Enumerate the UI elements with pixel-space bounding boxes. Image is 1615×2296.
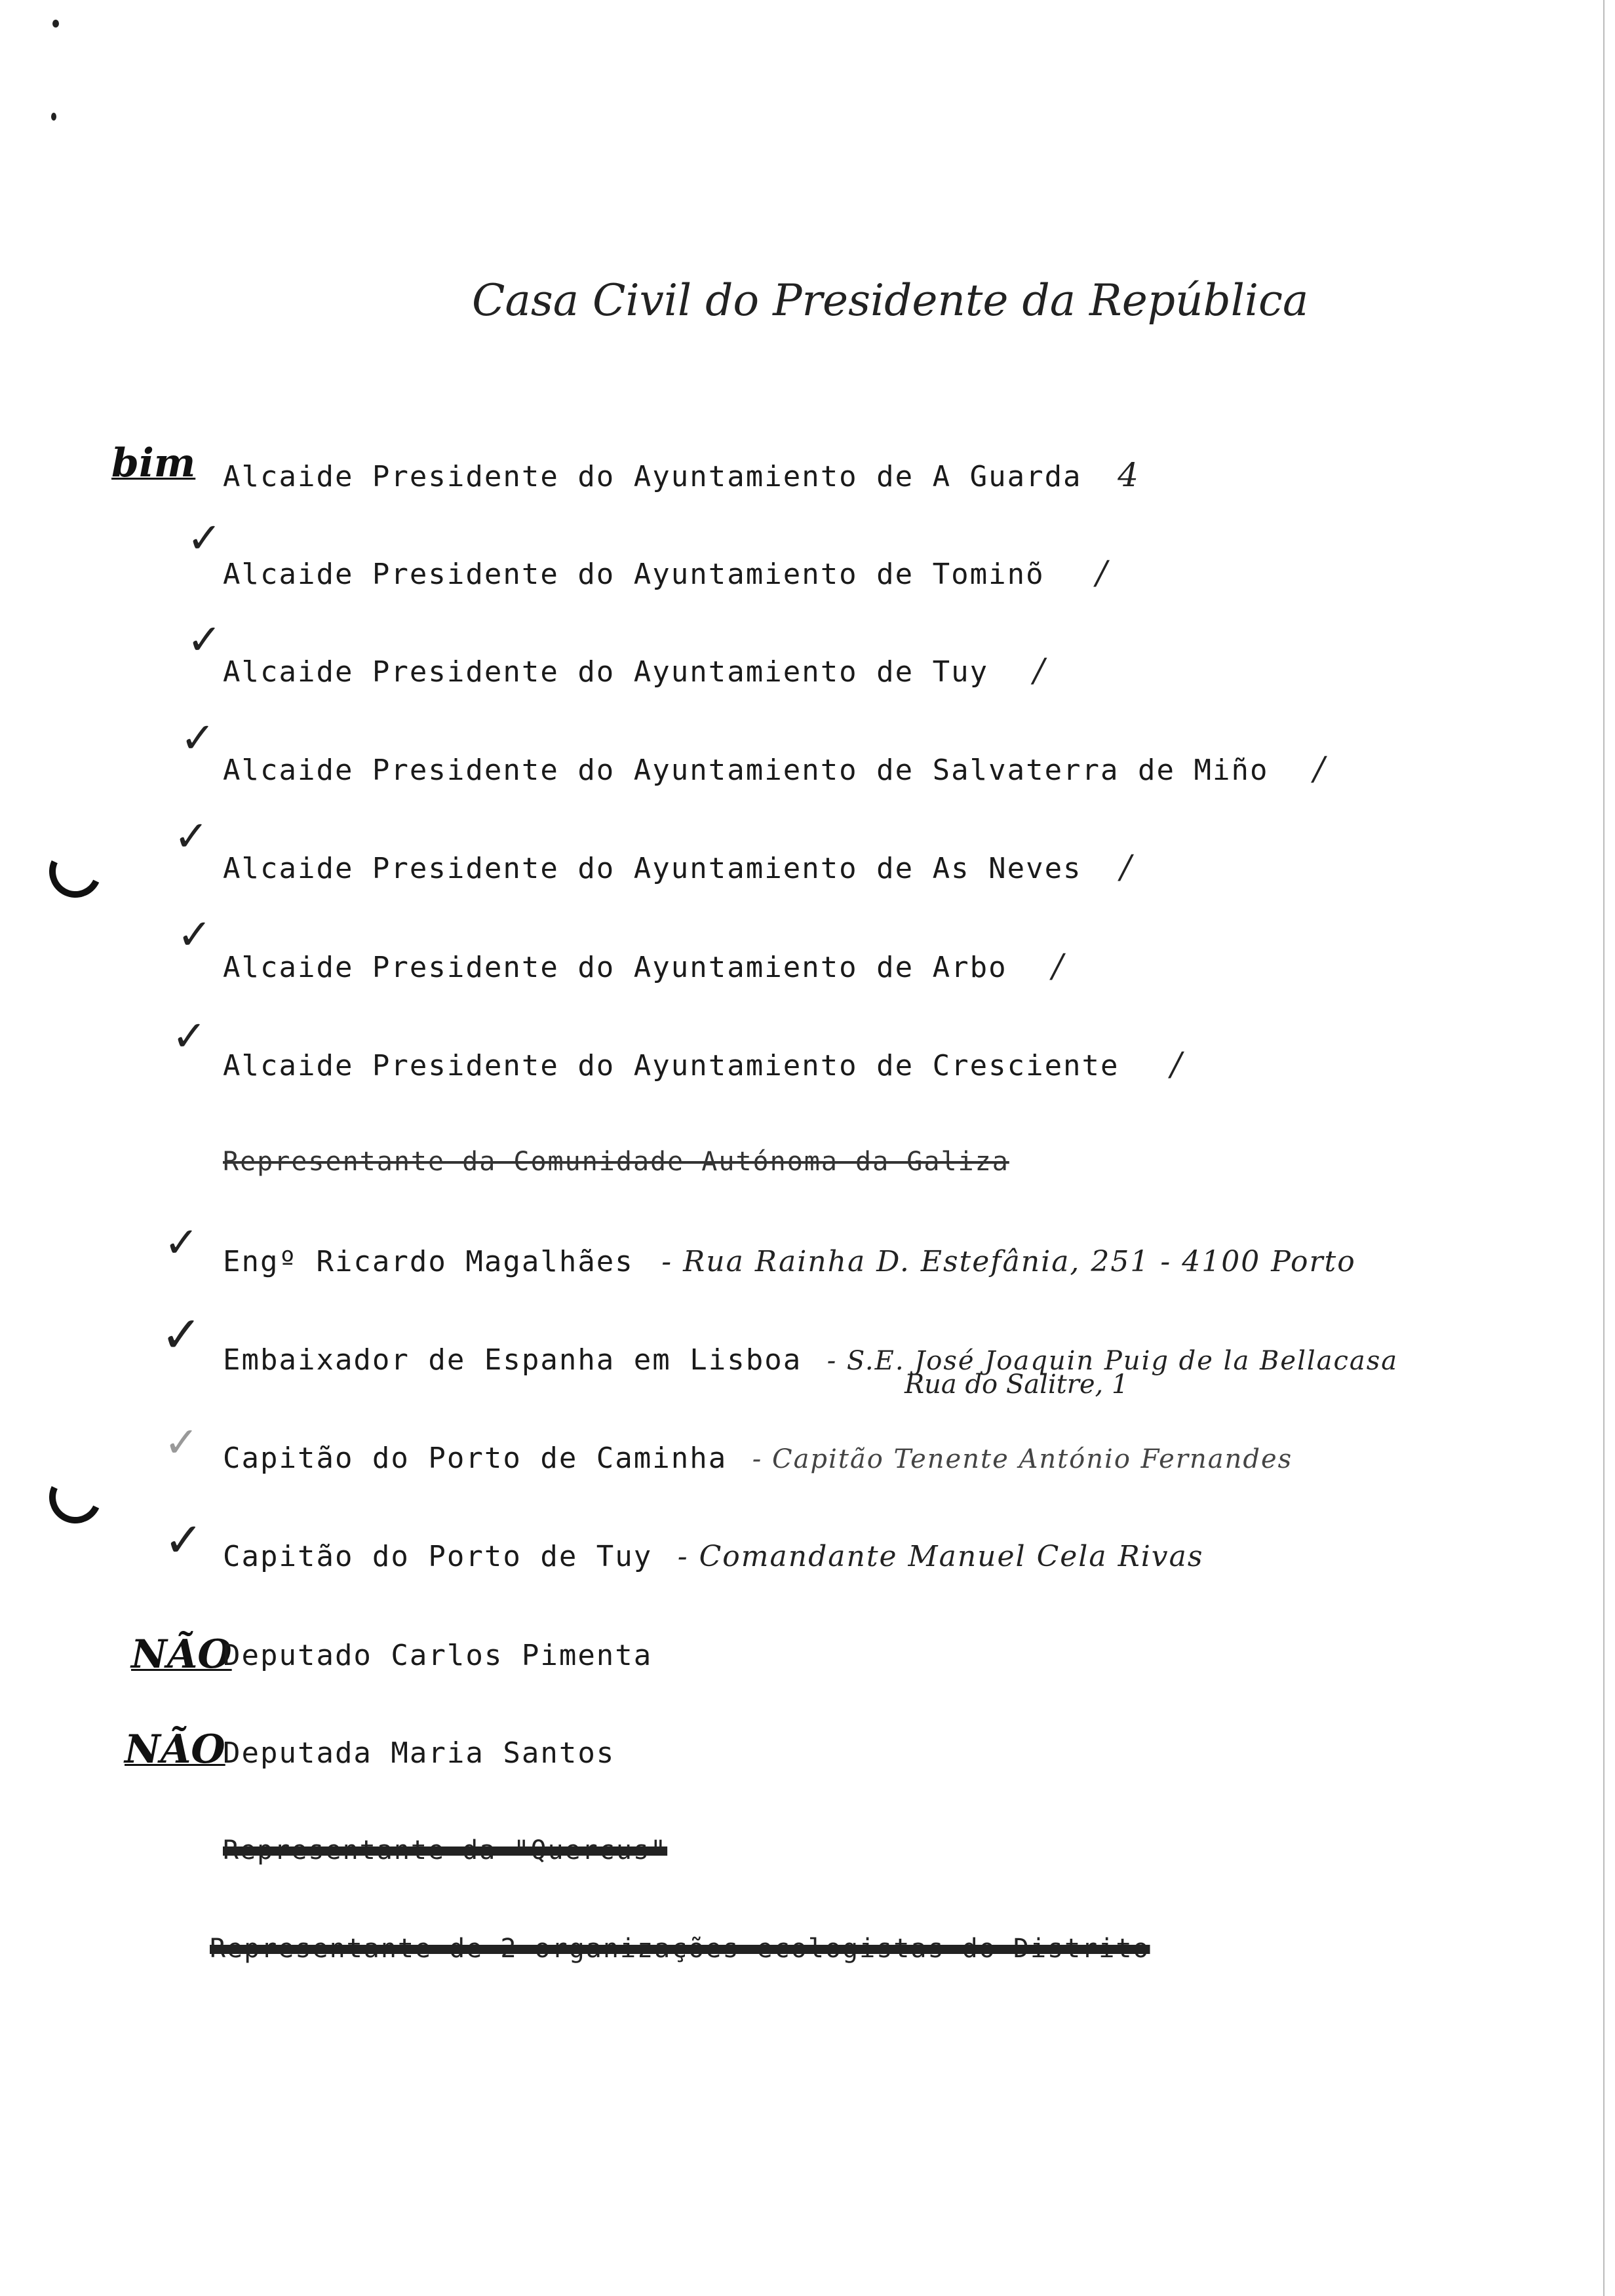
entry-text: Alcaide Presidente do Ayuntamiento de As Neves bbox=[223, 852, 1082, 885]
entry-text: Capitão do Porto de Tuy bbox=[223, 1540, 653, 1573]
letterhead: Casa Civil do Presidente da República bbox=[472, 275, 1309, 326]
entry-text: Embaixador de Espanha em Lisboa bbox=[223, 1343, 802, 1377]
margin-note-nao: NÃO bbox=[131, 1632, 232, 1677]
list-item bbox=[223, 1244, 1356, 1280]
handwritten-address: - Rua Rainha D. Estefânia, 251 - 4100 Porto bbox=[661, 1245, 1356, 1278]
list-item bbox=[223, 750, 1326, 789]
list-item bbox=[223, 947, 1064, 986]
entry-text: Alcaide Presidente do Ayuntamiento de Salvaterra de Miño bbox=[223, 754, 1269, 787]
margin-arc-mark bbox=[42, 1464, 109, 1531]
checkmark-icon: ✓ bbox=[164, 1512, 204, 1567]
handwritten-annotation: - Comandante Manuel Cela Rivas bbox=[677, 1540, 1204, 1573]
checkmark-icon: ✓ bbox=[172, 1012, 207, 1061]
tail-mark: / bbox=[1171, 1045, 1183, 1083]
entry-text: Capitão do Porto de Caminha bbox=[223, 1442, 728, 1475]
handwritten-address: Rua do Salitre, 1 bbox=[905, 1369, 1129, 1400]
scan-edge bbox=[1603, 0, 1605, 2296]
checkmark-icon: ✓ bbox=[164, 1419, 199, 1467]
checkmark-icon: ✓ bbox=[161, 1305, 203, 1364]
list-item-struck: Representante de 2 organizações ecologistas do Distrito bbox=[210, 1934, 1150, 1964]
list-item bbox=[223, 1342, 1398, 1379]
tail-mark: / bbox=[1096, 554, 1108, 592]
margin-arc-mark bbox=[42, 838, 109, 906]
list-item bbox=[223, 652, 1045, 691]
margin-note-nao: NÃO bbox=[125, 1727, 225, 1772]
list-item-struck: Representante da Comunidade Autónoma da Galiza bbox=[223, 1147, 1009, 1177]
checkmark-icon: ✓ bbox=[187, 616, 222, 664]
entry-text: Alcaide Presidente do Ayuntamiento de Cresciente bbox=[223, 1049, 1119, 1082]
entry-text: Alcaide Presidente do Ayuntamiento de Tominõ bbox=[223, 558, 1045, 591]
tail-mark: / bbox=[1033, 651, 1046, 689]
list-item-struck: Representante da "Quercus" bbox=[223, 1835, 668, 1866]
checkmark-icon: ✓ bbox=[187, 514, 222, 563]
checkmark-icon: ✓ bbox=[174, 813, 209, 861]
list-item bbox=[223, 554, 1108, 593]
tail-mark: / bbox=[1120, 848, 1133, 886]
handwritten-annotation: - Capitão Tenente António Fernandes bbox=[752, 1444, 1293, 1474]
entry-text: Engº Ricardo Magalhães bbox=[223, 1245, 634, 1278]
checkmark-icon: ✓ bbox=[164, 1219, 199, 1267]
scan-speck bbox=[52, 20, 59, 28]
tail-mark: / bbox=[1313, 750, 1326, 788]
tail-mark: / bbox=[1052, 947, 1064, 985]
entry-text: Alcaide Presidente do Ayuntamiento de Tuy bbox=[223, 655, 989, 689]
tail-mark: 4 bbox=[1118, 456, 1140, 494]
checkmark-icon: ✓ bbox=[180, 714, 216, 763]
list-item bbox=[223, 1539, 1203, 1575]
list-item: Deputada Maria Santos bbox=[223, 1736, 615, 1770]
list-item: Deputado Carlos Pimenta bbox=[223, 1639, 653, 1672]
list-item bbox=[223, 849, 1133, 887]
entry-text: Alcaide Presidente do Ayuntamiento de Arbo bbox=[223, 951, 1007, 984]
entry-text: Alcaide Presidente do Ayuntamiento de A Guarda bbox=[223, 460, 1082, 493]
scan-speck bbox=[51, 113, 56, 121]
margin-note-bim: bim bbox=[111, 440, 196, 486]
list-item bbox=[223, 457, 1140, 495]
checkmark-icon: ✓ bbox=[177, 911, 212, 959]
list-item bbox=[223, 1440, 1293, 1478]
handwritten-annotation: - S.E. José Joaquin Puig de la Bellacasa bbox=[827, 1346, 1399, 1376]
list-item bbox=[223, 1046, 1183, 1084]
